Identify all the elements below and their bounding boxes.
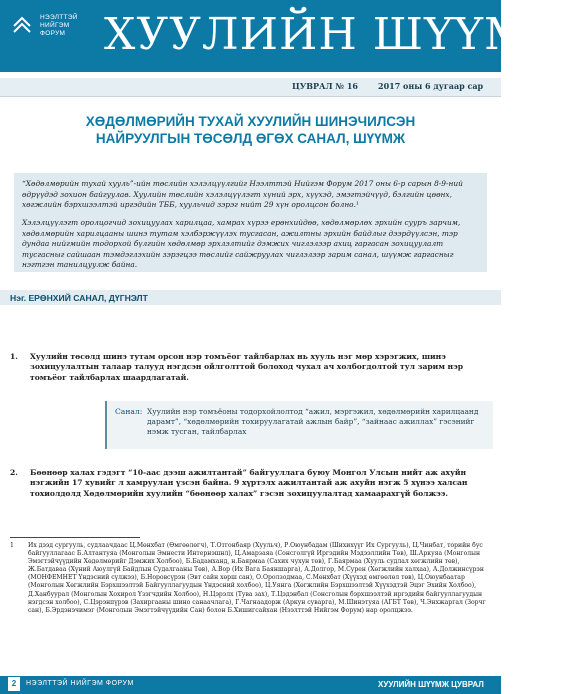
proposal-text: Хуулийн нэр томъёоны тодорхойлолтод “ажил, мэргэжил, хөдөлмөрийн харилцаанд дарамт”, “хөдөлмөрийн тохируулагатай ажлын байр”, “зайнаас ажиллах” гэсэнийг нэмж тусган, тайлбарлах	[147, 407, 479, 437]
item-text: Бөөнөөр халах гэдэгт “10-аас дээш ажилтантай” байгууллага буюу Монгол Улсын нийт аж ахуйн нэгжийн 17 хувийг л хамруулан үзсэн байна. 9 хүртэлх ажилтантай аж ахуйн нэгж 5 хүнээ халсан тохиолдолд Хөдөлмөрийн хуулийн “бөөнөөр халах” гэсэн зохицуулалтад хамаарахгүй болжээ.	[30, 468, 468, 498]
proposal-box	[105, 401, 493, 449]
intro-paragraph-1: “Хөдөлмөрийн тухай хууль”-ийн төслийн хэлэлцүүлгийг Нээлттэй Нийгэм Форум 2017 оны 6-р сарын 8-9-ний өдрүүдэд зохион байгуулав. Хуулийн төслийн хэлэлцүүлэгт хүний эрх, хүүхэд, эмэгтэйчүүд, бэлгийн цөөнх, хөгжлийн бэрхшээлтэй иргэдийн ТББ, хуульчид зэрэг нийт 29 хүн оролцсон болно.¹	[22, 179, 463, 209]
masthead-title: ХУУЛИЙН ШҮҮМЖ	[104, 9, 581, 60]
footer-org: НЭЭЛТТЭЙ НИЙГЭМ ФОРУМ	[26, 680, 134, 687]
page-number: 2	[8, 677, 20, 691]
forum-logo-icon	[10, 14, 34, 38]
item-number: 1.	[10, 352, 18, 361]
footnote-divider	[10, 537, 140, 538]
footnote-mark: 1	[10, 542, 14, 549]
footnote-text: Их дээд сургууль, судлаачдаас Ц.Мөнхбат (Өмгөөлөгч), Т.Отгонбаяр (Хуульч), Р.Оюунбадам (Шихихүүг Их Сургууль), Ц.Чинбат, торийн бус байгууллагаас Б.Алтантуяа (Монголын Эмнести Интернэшнл), Ц.Амарзаяа (Сонсголгүй Иргэдийн Мэдээллийн Төв), Ш.Аркуяа (Монголын Эмэгтэйчүүдийн Хөдөлмөрийг Дэмжих Холбоо), Б.Бадамханд, н.Баярмаа (Сахих чухун төв), Г.Баярмаа (Хууль судлал хөгжлийн төв), Ж.Батдаваа (Хүний Аюулгүй Байдлын Судалгааны Төв), А.Вор (Их Вага Баяншарга), А.Долгор, М.Сурен (Хөгжлийн халхаа), А.Должинсүрэн (МОНФЕМНЕТ Үндэсний сүлжээ), Б.Норовсүрэн (Эвт сайн хөрш сан), О.Оролзодмаа, С.Мөнхбат (Хүүхэд өмгөөлөл төв), Ц.Оюунбаатар (Монголын Хөгжлийн Бэрхшээлтэй Байгууллагуудын Үндэсний холбоо), Ц.Уянга (Хөгжлийн Бэрхшээлтэй Хүүхэдтэй Эцэг Эхийн Холбоо), Д.Ханбуурал (Монголын Хохирол Үзэгчдийн Холбоо), Н.Цэрэлх (Тува зах), Т.Цэдэнбал (Сонсголын бэрхшээлтэй иргэдийн байгууллагуудын нэгдсэн холбоо), С.Цэрэнпүрэв (Захиргааны шино санаачлага), Г.Чагнаадорж (Аркун суварга), М.Шинэтуяа (АГБТ Төв), Ч.Энхжаргал (Зорчг сан), Б.Эрдэнэчимэг (Монголын Эмэгтэйчүүдийн Сан) болон Б.Хишигсайхан (Нээлттэй Нийгэм Форум) нар оролцжээ.	[28, 542, 486, 614]
intro-box	[14, 173, 487, 272]
document-title: ХӨДӨЛМӨРИЙН ТУХАЙ ХУУЛИЙН ШИНЭЧИЛСЭН НАЙРУУЛГЫН ТӨСӨЛД ӨГӨХ САНАЛ, ШҮҮМЖ	[85, 114, 416, 146]
section-heading: Нэг. ЕРӨНХИЙ САНАЛ, ДҮГНЭЛТ	[10, 293, 148, 303]
section-heading-bar	[0, 290, 501, 305]
item-text: Хуулийн төсөлд шинэ тутам орсон нэр томъёог тайлбарлах нь хууль нэг мөр хэрэгжих, шинэ зохицуулалтын талаар талууд нэгдсэн ойлголттой болоход чухал ач холбогдолтой тул зарим нэр томъёог тайлбарлах шаардлагатай.	[30, 352, 464, 382]
issue-date: 2017 оны 6 дугаар сар	[378, 81, 484, 91]
issue-number: ЦУВРАЛ № 16	[292, 81, 358, 91]
proposal-label: Санал:	[115, 407, 143, 416]
item-number: 2.	[10, 468, 18, 477]
org-name: НЭЭЛТТЭЙ НИЙГЭМ ФОРУМ	[40, 14, 78, 37]
footer-series: ХУУЛИЙН ШҮҮМЖ ЦУВРАЛ	[378, 680, 484, 689]
intro-paragraph-2: Хэлэлцүүлэгт оролцогчид зохицуулах харилцаа, хамрах хүрээ ерөнхийдөө, хөдөлмөрлөх эрхийн сууръ зарчим, хөдөлмөрийн харилцааны шинэ тутам хэлбэржүүлэх тусгасан, ажилтны эрхийн байдлыг дээрдүүлсэн, тэр дундаа нийгмийн тодорхой бүлгийн хөдөлмөр эрхлэлтийг дэмжих чиглэлээр ахиц гаргасан зохицуулалт тусгасныг сайшаан тэмдэглэхийн зэрэгцээ төслийг сайжруулах чиглэлээр зарим санал, шүүмж гаргасныг нэгтгэн танилцуулж байна.	[22, 218, 461, 269]
